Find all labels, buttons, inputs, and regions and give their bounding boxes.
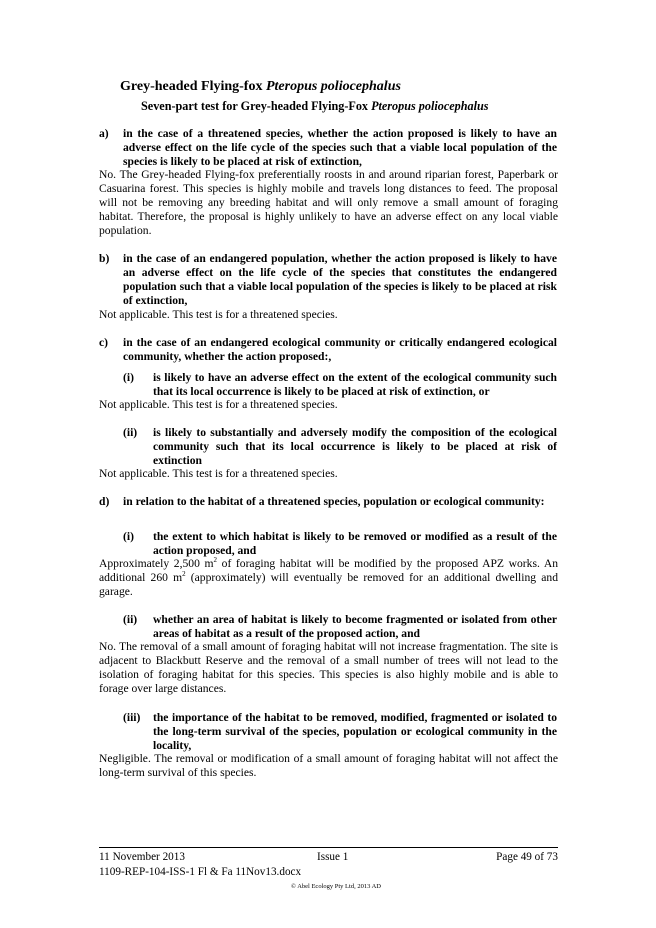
page-subtitle: Seven-part test for Grey-headed Flying-Fox Pteropus poliocephalus xyxy=(141,99,489,113)
section-d-iii-question: the importance of the habitat to be removed, modified, fragmented or isolated to the long-term survival of the species, population or ecological community in the locality, xyxy=(153,711,557,752)
footer-issue: Issue 1 xyxy=(317,851,349,863)
footer-divider xyxy=(99,847,558,848)
footer-date: 11 November 2013 xyxy=(99,851,185,863)
section-d-i-question: the extent to which habitat is likely to be removed or modified as a result of the action proposed, and xyxy=(153,530,557,557)
section-d-letter: d) xyxy=(99,495,110,508)
section-d-iii-answer: Negligible. The removal or modification of a small amount of foraging habitat will not affect the long-term survival of this species. xyxy=(99,752,558,779)
section-a-answer: No. The Grey-headed Flying-fox preferentially roosts in and around riparian forest, Paperbark or Casuarina forest. This species is highly mobile and travels long distances to feed. The proposal will not be removing any breeding habitat and will only remove a small amount of foraging habitat. Therefore, the proposal is highly unlikely to have an adverse effect on any local viable population. xyxy=(99,168,558,237)
section-d-question: in relation to the habitat of a threatened species, population or ecological community: xyxy=(123,495,545,508)
section-c-letter: c) xyxy=(99,336,109,349)
section-c-i-answer: Not applicable. This test is for a threatened species. xyxy=(99,398,338,411)
section-b-answer: Not applicable. This test is for a threatened species. xyxy=(99,308,338,321)
section-d-ii-answer: No. The removal of a small amount of foraging habitat will not increase fragmentation. The site is adjacent to Blackbutt Reserve and the removal of a small number of trees will not lead to the isolation of foraging habitat for this species. This species is also highly mobile and is able to forage over large distances. xyxy=(99,640,558,695)
footer-page-number: Page 49 of 73 xyxy=(496,851,558,863)
superscript-squared: 2 xyxy=(213,556,218,565)
section-b-question: in the case of an endangered population, whether the action proposed is likely to have an adverse effect on the life cycle of the species that constitutes the endangered population such that a viable local population of the species is likely to be placed at risk of extinction, xyxy=(123,252,557,307)
section-d-ii-question: whether an area of habitat is likely to become fragmented or isolated from other areas of habitat as a result of the proposed action, and xyxy=(153,613,557,640)
footer-file-name: 1109-REP-104-ISS-1 Fl & Fa 11Nov13.docx xyxy=(99,866,302,878)
section-c-ii-answer: Not applicable. This test is for a threatened species. xyxy=(99,467,338,480)
page-title: Grey-headed Flying-fox Pteropus poliocephalus xyxy=(120,79,401,94)
section-d-ii-numeral: (ii) xyxy=(123,613,138,626)
section-c-ii-question: is likely to substantially and adversely modify the composition of the ecological community such that its local occurrence is likely to be placed at risk of extinction xyxy=(153,426,557,467)
section-b-letter: b) xyxy=(99,252,110,265)
section-a-letter: a) xyxy=(99,127,109,140)
section-c-question: in the case of an endangered ecological community or critically endangered ecological community, whether the action proposed:, xyxy=(123,336,557,363)
section-d-iii-numeral: (iii) xyxy=(123,711,141,724)
section-c-i-numeral: (i) xyxy=(123,371,134,384)
subtitle-species-name: Pteropus poliocephalus xyxy=(371,99,489,113)
section-a-question: in the case of a threatened species, whether the action proposed is likely to have an adverse effect on the life cycle of the species such that a viable local population of the species is likely to be placed at risk of extinction, xyxy=(123,127,557,168)
superscript-squared: 2 xyxy=(182,570,186,579)
section-c-ii-numeral: (ii) xyxy=(123,426,138,439)
footer-copyright: © Abel Ecology Pty Ltd, 2013 AD xyxy=(291,883,381,890)
title-species-name: Pteropus poliocephalus xyxy=(265,79,401,94)
section-d-i-answer: Approximately 2,500 $m^2$ of foraging habitat will be modified by the proposed APZ works. An additional 260 $m^2$ (approximately) will eventually be removed for an additional dwelling and garage. xyxy=(99,556,559,598)
section-d-i-numeral: (i) xyxy=(123,530,134,543)
section-c-i-question: is likely to have an adverse effect on the extent of the ecological community such that its local occurrence is likely to be placed at risk of extinction, or xyxy=(153,371,557,398)
